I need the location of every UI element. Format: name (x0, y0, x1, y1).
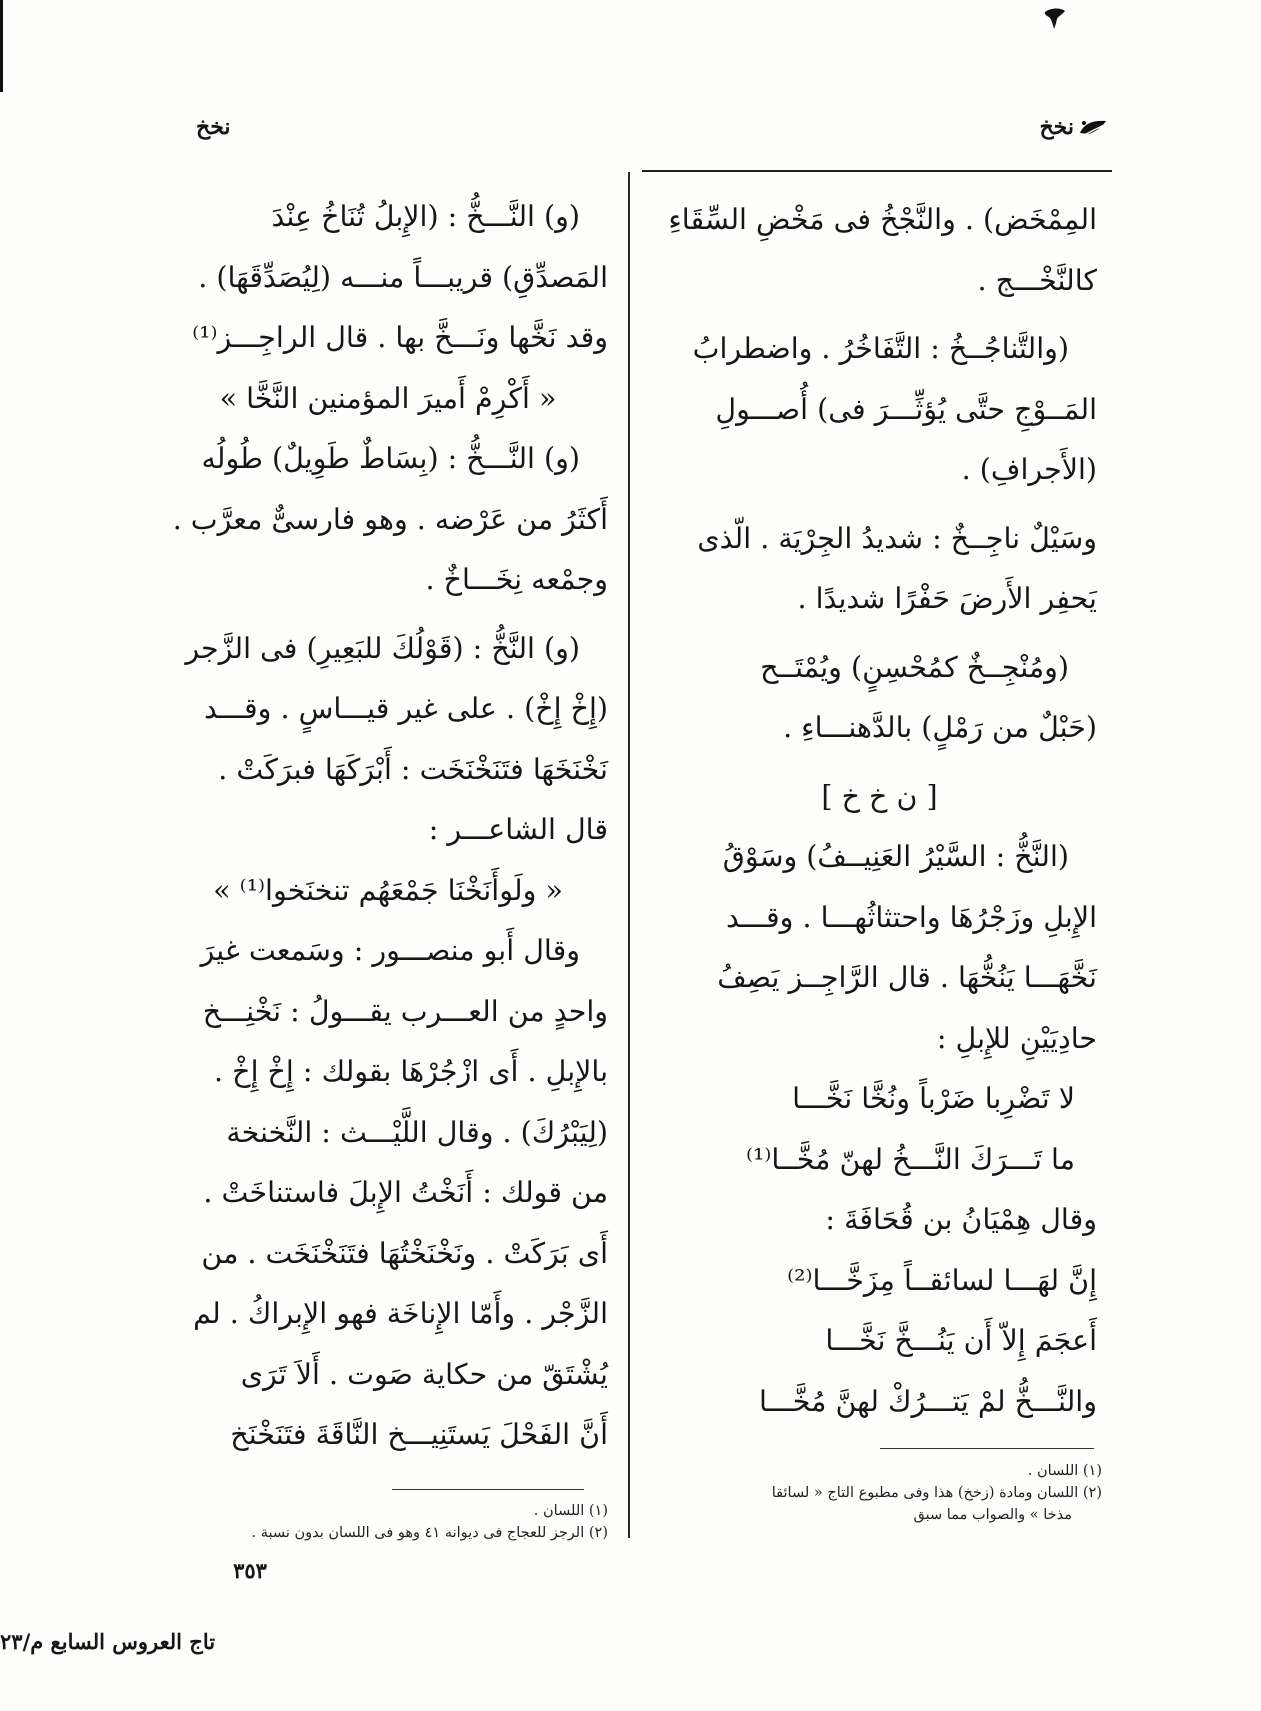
text-line: الزَّجْر . وأَمّا الإِناخَة فهو الإِبراكُ . لم (193, 1297, 608, 1330)
footnote-rule-left (392, 1489, 584, 1490)
footnotes-right (662, 1460, 1102, 1526)
text-line: وسَيْلٌ ناجِــخٌ : شديدُ الجِرْيَة . الّذى (697, 521, 1097, 555)
text-line: حادِيَيْنِ للإِبلِ : (936, 1021, 1097, 1055)
verse-line: « أَكْرِمْ أَميرَ المؤمنين النَّخَّا » (219, 381, 557, 415)
footnote-rule-right (880, 1448, 1094, 1449)
text-line: (و) النَّخُّ : (قَوْلُكَ للبَعِيرِ) فى الزَّجر (185, 631, 580, 665)
leaf-ornament-icon (1078, 117, 1108, 139)
text-line: نَخْنَخَهَا فتَنَخْنَخَت : أَبْرَكَهَا فبرَكَتْ . (218, 752, 608, 786)
text-line: أَكثَرُ من عَرْضه . وهو فارسىٌّ معرَّب . (172, 502, 608, 536)
verse-line: إِنَّ لهَـــا لسائقــاً مِزَخَّـــا⁽²⁾ (787, 1263, 1097, 1297)
text-line: (و) النَّـــخُّ : (الإِبلُ تُنَاخُ عِنْدَ (271, 200, 580, 233)
column-divider (628, 172, 630, 1538)
verse-line: لا تَضْرِبا ضَرْباً ونُخَّا نَخَّـــا (792, 1082, 1075, 1115)
footnote: (١) اللسان . (1027, 1463, 1102, 1479)
text-line: المَــوْجِ حتَّى يُؤثِّـــرَ فى) أُصـــولِ (715, 392, 1097, 426)
text-line: كالنَّخْـــج . (977, 263, 1097, 297)
ink-blot-mark (1042, 6, 1068, 30)
text-line: أَنَّ الفَحْلَ يَستَنِيـــخ النَّاقَةَ فتَنَخْنَخ (230, 1418, 608, 1451)
footnote: (٢) اللسان ومادة (زخخ) هذا وفى مطبوع التاج « لسائقا (771, 1485, 1102, 1501)
text-line: واحدٍ من العـــرب يقـــولُ : نَخْنِـــخ (202, 994, 608, 1028)
scan-edge-mark (0, 0, 3, 92)
verse-line: والنَّـــخُّ لمْ يَتـــرُكْ لهنَّ مُخَّـــا (758, 1384, 1097, 1418)
footnote: (٢) الرجز للعجاج فى ديوانه ٤١ وهو فى اللسان بدون نسبة . (251, 1525, 608, 1541)
text-line: وجمْعه نِخَـــاخٌ . (425, 563, 608, 596)
text-line: (و) النَّـــخُّ : (بِسَاطٌ طَوِيلٌ) طُولُه (201, 442, 580, 475)
text-line: من قولك : أَنَخْتُ الإِبلَ فاستناخَتْ . (203, 1176, 608, 1209)
text-line: وقد نَخَّها ونَـــخَّ بها . قال الراجِـــز⁽¹⁾ (192, 321, 608, 354)
verse-line: « ولَوأَنَخْنَا جَمْعَهُم تنخنَخوا⁽¹⁾ » (213, 873, 563, 907)
footnotes-left (168, 1500, 608, 1544)
text-line: الإِبلِ وزَجْرُهَا واحتثاثُهـــا . وقـــد (726, 900, 1097, 934)
text-line: (حَبْلٌ من رَمْلٍ) بالدَّهنـــاءِ . (783, 711, 1097, 744)
footnote: مذخا » والصواب مما سبق (913, 1507, 1072, 1523)
text-line: قال الشاعـــر : (428, 813, 608, 846)
text-line: (والتَّناجُــخُ : التَّفَاخُرُ . واضطرابُ (692, 332, 1069, 365)
printer-signature: تاج العروس السابع م/٢٣ (0, 1629, 216, 1654)
left-column (168, 187, 608, 1466)
page-number: ٣٥٣ (233, 1558, 267, 1583)
text-line: (إِخْ إِخْ) . على غير قيـــاسٍ . وقـــد (204, 692, 608, 725)
text-line: نَخَّهَـــا يَنُخُّهَا . قال الرَّاجِــز يَصِفُ (717, 961, 1097, 994)
verse-line: ما تَـــرَكَ النَّـــخُ لهنّ مُخَّــا⁽¹⁾ (745, 1142, 1075, 1176)
text-line: (لِيَبْرُكَ) . وقال اللَّيْـــث : النَّخنخة (226, 1115, 608, 1149)
text-line: (الأَجرافِ) . (961, 453, 1097, 486)
verse-line: أَعجَمَ إِلاّ أَن يَنُـــخَّ نَخَّـــا (825, 1324, 1097, 1357)
text-line: وقال أَبو منصـــور : وسَمعت غيرَ (200, 934, 580, 967)
entry-heading: [ ن خ خ ] (821, 779, 938, 813)
text-line: المِمْخَض) . والنَّجْخُ فى مَخْضِ السِّقَاءِ (668, 203, 1097, 236)
text-line: يَحفِر الأَرضَ حَفْرًا شديدًا . (797, 582, 1097, 615)
text-line: (ومُنْجِــخٌ كمُحْسِنٍ) ويُمْتَــح (760, 650, 1069, 684)
text-line: (النَّخُّ : السَّيْرُ العَنِيــفُ) وسَوْقُ (722, 840, 1069, 873)
header-right-title: نخخ (1039, 114, 1074, 140)
footnote: (١) اللسان . (533, 1503, 608, 1519)
text-line: وقال هِمْيَانُ بن قُحَافَةَ : (825, 1203, 1097, 1236)
header-rule (642, 170, 1112, 172)
text-line: يُشْتَقّ من حكاية صَوت . أَلاَ تَرَى (240, 1357, 608, 1391)
text-line: المَصدِّقِ) قريبـــاً منـــه (لِيُصَدِّقَهَا) . (198, 260, 608, 294)
text-line: بالإِبلِ . أَى ازْجُرْهَا بقولك : إِخْ إِخْ . (214, 1055, 608, 1088)
right-column (662, 190, 1097, 1432)
running-header-right (1010, 114, 1108, 140)
running-header-left: نخخ (196, 114, 231, 140)
text-line: أَى بَرَكَتْ . ونَخْنَخْتُهَا فتَنَخْنَخَت . من (201, 1236, 608, 1270)
